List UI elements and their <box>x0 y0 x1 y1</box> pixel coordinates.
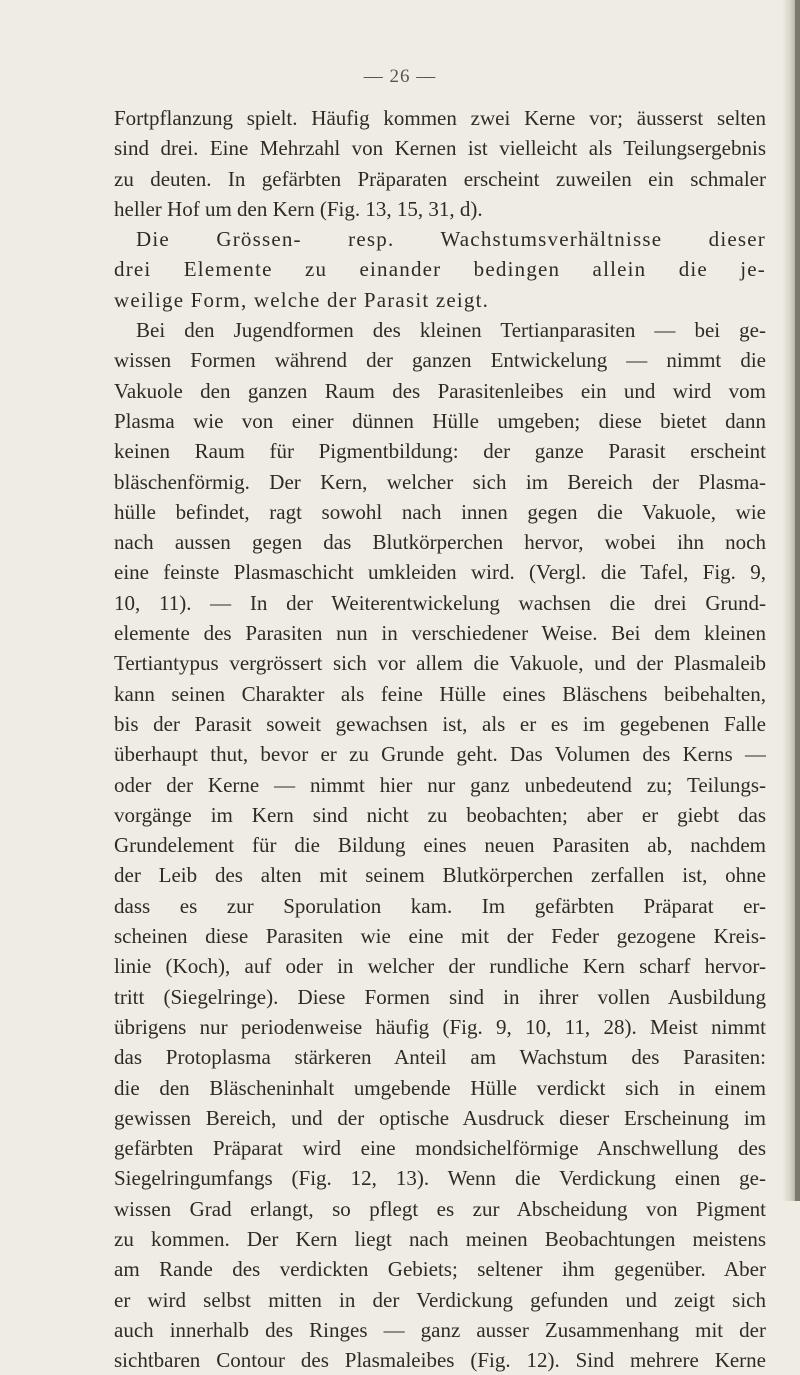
text-line: übrigens nur periodenweise häufig (Fig. 9, 10, 11, 28). Meist nimmt <box>114 1014 766 1039</box>
text-line: die den Bläscheninhalt umgebende Hülle verdickt sich in einem <box>114 1075 766 1100</box>
text-line: vorgänge im Kern sind nicht zu beobachten; aber er giebt das <box>114 802 766 827</box>
page-number: — 26 — <box>363 66 437 87</box>
text-line: zu deuten. In gefärbten Präparaten erscheint zuweilen ein schmaler <box>114 166 766 191</box>
text-line: weilige Form, welche der Parasit zeigt. <box>114 287 490 312</box>
text-line: scheinen diese Parasiten wie eine mit der Feder gezogene Kreis- <box>114 924 766 949</box>
text-line: Plasma wie von einer dünnen Hülle umgeben; diese bietet dann <box>114 408 766 433</box>
text-line: Tertiantypus vergrössert sich vor allem die Vakuole, und der Plasmaleib <box>114 651 766 676</box>
text-line: gefärbten Präparat wird eine mondsichelförmige Anschwellung des <box>114 1136 766 1161</box>
text-line: Fortpflanzung spielt. Häufig kommen zwei Kerne vor; äusserst selten <box>114 106 766 130</box>
text-line: eine feinste Plasmaschicht umkleiden wird. (Vergl. die Tafel, Fig. 9, <box>114 560 766 585</box>
text-line: wissen Grad erlangt, so pflegt es zur Abscheidung von Pigment <box>114 1196 766 1221</box>
text-line: wissen Formen während der ganzen Entwickelung — nimmt die <box>114 348 766 373</box>
text-line: er wird selbst mitten in der Verdickung gefunden und zeigt sich <box>114 1287 766 1312</box>
text-line: hülle befindet, ragt sowohl nach innen gegen die Vakuole, wie <box>114 499 766 524</box>
page-edge-shadow <box>782 0 800 1201</box>
text-line: Bei den Jugendformen des kleinen Tertianparasiten — bei ge- <box>136 318 766 343</box>
text-line: bis der Parasit soweit gewachsen ist, als er es im gegebenen Falle <box>114 711 766 736</box>
text-line: oder der Kerne — nimmt hier nur ganz unbedeutend zu; Teilungs- <box>114 772 766 797</box>
text-line: dass es zur Sporulation kam. Im gefärbten Präparat er- <box>114 893 766 918</box>
text-line: nach aussen gegen das Blutkörperchen hervor, wobei ihn noch <box>114 530 766 555</box>
text-line: linie (Koch), auf oder in welcher der rundliche Kern scharf hervor- <box>114 954 766 979</box>
text-line: sind drei. Eine Mehrzahl von Kernen ist vielleicht als Teilungsergebnis <box>114 136 766 161</box>
text-line: drei Elemente zu einander bedingen allein die je- <box>114 257 766 282</box>
text-line: elemente des Parasiten nun in verschiedener Weise. Bei dem kleinen <box>114 621 766 646</box>
text-line: überhaupt thut, bevor er zu Grunde geht. Das Volumen des Kerns — <box>114 742 766 767</box>
text-line: Grundelement für die Bildung eines neuen Parasiten ab, nachdem <box>114 833 766 858</box>
text-line: Siegelringumfangs (Fig. 12, 13). Wenn die Verdickung einen ge- <box>114 1166 766 1191</box>
text-line: auch innerhalb des Ringes — ganz ausser Zusammenhang mit der <box>114 1317 766 1342</box>
text-line: bläschenförmig. Der Kern, welcher sich im Bereich der Plasma- <box>114 469 766 494</box>
text-line: am Rande des verdickten Gebiets; seltener ihm gegenüber. Aber <box>114 1257 766 1282</box>
text-line: kann seinen Charakter als feine Hülle eines Bläschens beibehalten, <box>114 681 766 706</box>
text-line: 10, 11). — In der Weiterentwickelung wachsen die drei Grund- <box>114 590 766 615</box>
text-line: keinen Raum für Pigmentbildung: der ganze Parasit erscheint <box>114 439 766 464</box>
text-line: Die Grössen- resp. Wachstumsverhältnisse dieser <box>136 227 766 252</box>
text-line: gewissen Bereich, und der optische Ausdruck dieser Erscheinung im <box>114 1105 766 1130</box>
text-line: sichtbaren Contour des Plasmaleibes (Fig. 12). Sind mehrere Kerne <box>114 1348 766 1373</box>
text-line: der Leib des alten mit seinem Blutkörperchen zerfallen ist, ohne <box>114 863 766 888</box>
text-line: das Protoplasma stärkeren Anteil am Wachstum des Parasiten: <box>114 1045 766 1070</box>
text-line: heller Hof um den Kern (Fig. 13, 15, 31, d). <box>114 196 483 221</box>
text-line: Vakuole den ganzen Raum des Parasitenleibes ein und wird vom <box>114 378 766 403</box>
text-line: tritt (Siegelringe). Diese Formen sind in ihrer vollen Ausbildung <box>114 984 766 1009</box>
text-line: zu kommen. Der Kern liegt nach meinen Beobachtungen meistens <box>114 1226 766 1251</box>
body-text <box>114 103 766 1375</box>
